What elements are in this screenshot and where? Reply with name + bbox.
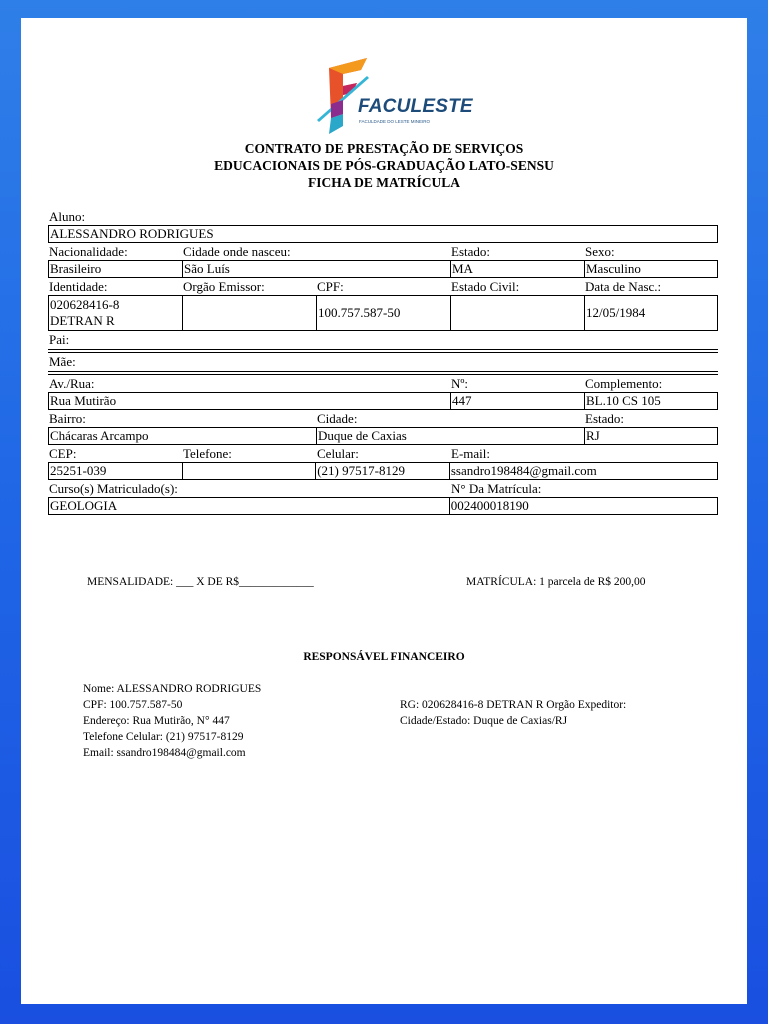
mensalidade-text: MENSALIDADE: ___ X DE R$_____________ <box>87 576 314 588</box>
labels-row-2 <box>48 243 718 260</box>
data-nascimento-label: Data de Nasc.: <box>585 279 662 294</box>
responsavel-left-column <box>83 681 261 761</box>
cidade-nascimento-field[interactable]: São Luís <box>183 261 451 277</box>
cpf-label: CPF: <box>317 279 344 294</box>
bairro-field[interactable]: Chácaras Arcampo <box>49 428 317 444</box>
estado-civil-field[interactable] <box>451 296 585 330</box>
labels-row-6 <box>48 445 718 462</box>
logo-subtext: FACULDADE DO LESTE MINEIRO <box>359 119 431 124</box>
estado-label: Estado: <box>451 244 490 259</box>
labels-row-3 <box>48 278 718 295</box>
values-row-3 <box>48 295 718 331</box>
title-line-3: FICHA DE MATRÍCULA <box>307 175 460 190</box>
aluno-row <box>48 225 718 243</box>
email-label: E-mail: <box>451 446 490 461</box>
orgao-emissor-field[interactable] <box>183 296 317 330</box>
data-nascimento-field[interactable]: 12/05/1984 <box>586 305 646 320</box>
complemento-field[interactable]: BL.10 CS 105 <box>586 393 661 408</box>
responsavel-title: RESPONSÁVEL FINANCEIRO <box>303 651 465 663</box>
values-row-2 <box>48 260 718 278</box>
curso-field[interactable]: GEOLOGIA <box>49 498 450 514</box>
numero-field[interactable]: 447 <box>451 393 585 409</box>
document-title <box>21 140 747 191</box>
estado-civil-label: Estado Civil: <box>451 279 520 294</box>
identidade-field[interactable] <box>49 296 183 330</box>
telefone-field[interactable] <box>183 463 317 479</box>
values-row-6 <box>48 462 718 480</box>
estado-endereco-field[interactable]: RJ <box>586 428 600 443</box>
telefone-label: Telefone: <box>183 446 232 461</box>
responsavel-cidade-estado: Cidade/Estado: Duque de Caxias/RJ <box>400 715 568 727</box>
matricula-numero-field[interactable]: 002400018190 <box>450 498 529 513</box>
cidade-nascimento-label: Cidade onde nasceu: <box>183 244 291 259</box>
identidade-label: Identidade: <box>49 279 108 294</box>
faculeste-logo <box>317 56 477 140</box>
labels-row-5 <box>48 410 718 427</box>
rua-field[interactable]: Rua Mutirão <box>49 393 451 409</box>
aluno-label-row <box>48 208 718 225</box>
bairro-label: Bairro: <box>49 411 86 426</box>
estado-field[interactable]: MA <box>451 261 585 277</box>
cidade-field[interactable]: Duque de Caxias <box>317 428 585 444</box>
identidade-line-2: DETRAN R <box>50 313 115 328</box>
responsavel-nome: Nome: ALESSANDRO RODRIGUES <box>83 683 262 695</box>
nacionalidade-label: Nacionalidade: <box>49 244 128 259</box>
email-field[interactable]: ssandro198484@gmail.com <box>450 463 597 478</box>
pai-label: Pai: <box>49 332 70 347</box>
responsavel-telefone: Telefone Celular: (21) 97517-8129 <box>83 731 244 743</box>
labels-row-4 <box>48 375 718 392</box>
matricula-numero-label: N° Da Matrícula: <box>451 481 542 496</box>
title-line-2: EDUCACIONAIS DE PÓS-GRADUAÇÃO LATO-SENSU <box>214 158 554 173</box>
cidade-label: Cidade: <box>317 411 358 426</box>
pai-row <box>48 331 718 348</box>
estado-endereco-label: Estado: <box>585 411 624 426</box>
document-page <box>21 18 747 1004</box>
aluno-label: Aluno: <box>49 209 86 224</box>
cpf-field[interactable]: 100.757.587-50 <box>317 296 451 330</box>
numero-label: Nº: <box>451 376 469 391</box>
sexo-field[interactable]: Masculino <box>586 261 641 276</box>
celular-field[interactable]: (21) 97517-8129 <box>316 463 450 479</box>
aluno-field[interactable]: ALESSANDRO RODRIGUES <box>50 226 214 241</box>
mae-label: Mãe: <box>49 354 76 369</box>
celular-label: Celular: <box>317 446 359 461</box>
curso-label: Curso(s) Matriculado(s): <box>49 481 178 496</box>
values-row-4 <box>48 392 718 410</box>
responsavel-rg: RG: 020628416-8 DETRAN R Orgão Expeditor: <box>400 699 627 711</box>
complemento-label: Complemento: <box>585 376 663 391</box>
identidade-line-1: 020628416-8 <box>50 297 120 312</box>
orgao-emissor-label: Orgão Emissor: <box>183 279 265 294</box>
nacionalidade-field[interactable]: Brasileiro <box>49 261 183 277</box>
responsavel-email: Email: ssandro198484@gmail.com <box>83 747 246 759</box>
logo-text: FACULESTE <box>358 96 473 117</box>
values-row-7 <box>48 497 718 515</box>
labels-row-7 <box>48 480 718 497</box>
mae-row <box>48 353 718 370</box>
rua-label: Av./Rua: <box>49 376 95 391</box>
sexo-label: Sexo: <box>585 244 615 259</box>
responsavel-right-column <box>400 697 626 729</box>
cep-label: CEP: <box>49 446 77 461</box>
cep-field[interactable]: 25251-039 <box>49 463 183 479</box>
responsavel-endereco: Endereço: Rua Mutirão, N° 447 <box>83 715 230 727</box>
matricula-fee-text: MATRÍCULA: 1 parcela de R$ 200,00 <box>466 576 646 588</box>
responsavel-cpf: CPF: 100.757.587-50 <box>83 699 183 711</box>
title-line-1: CONTRATO DE PRESTAÇÃO DE SERVIÇOS <box>244 141 524 156</box>
values-row-5 <box>48 427 718 445</box>
enrollment-form <box>48 208 718 515</box>
